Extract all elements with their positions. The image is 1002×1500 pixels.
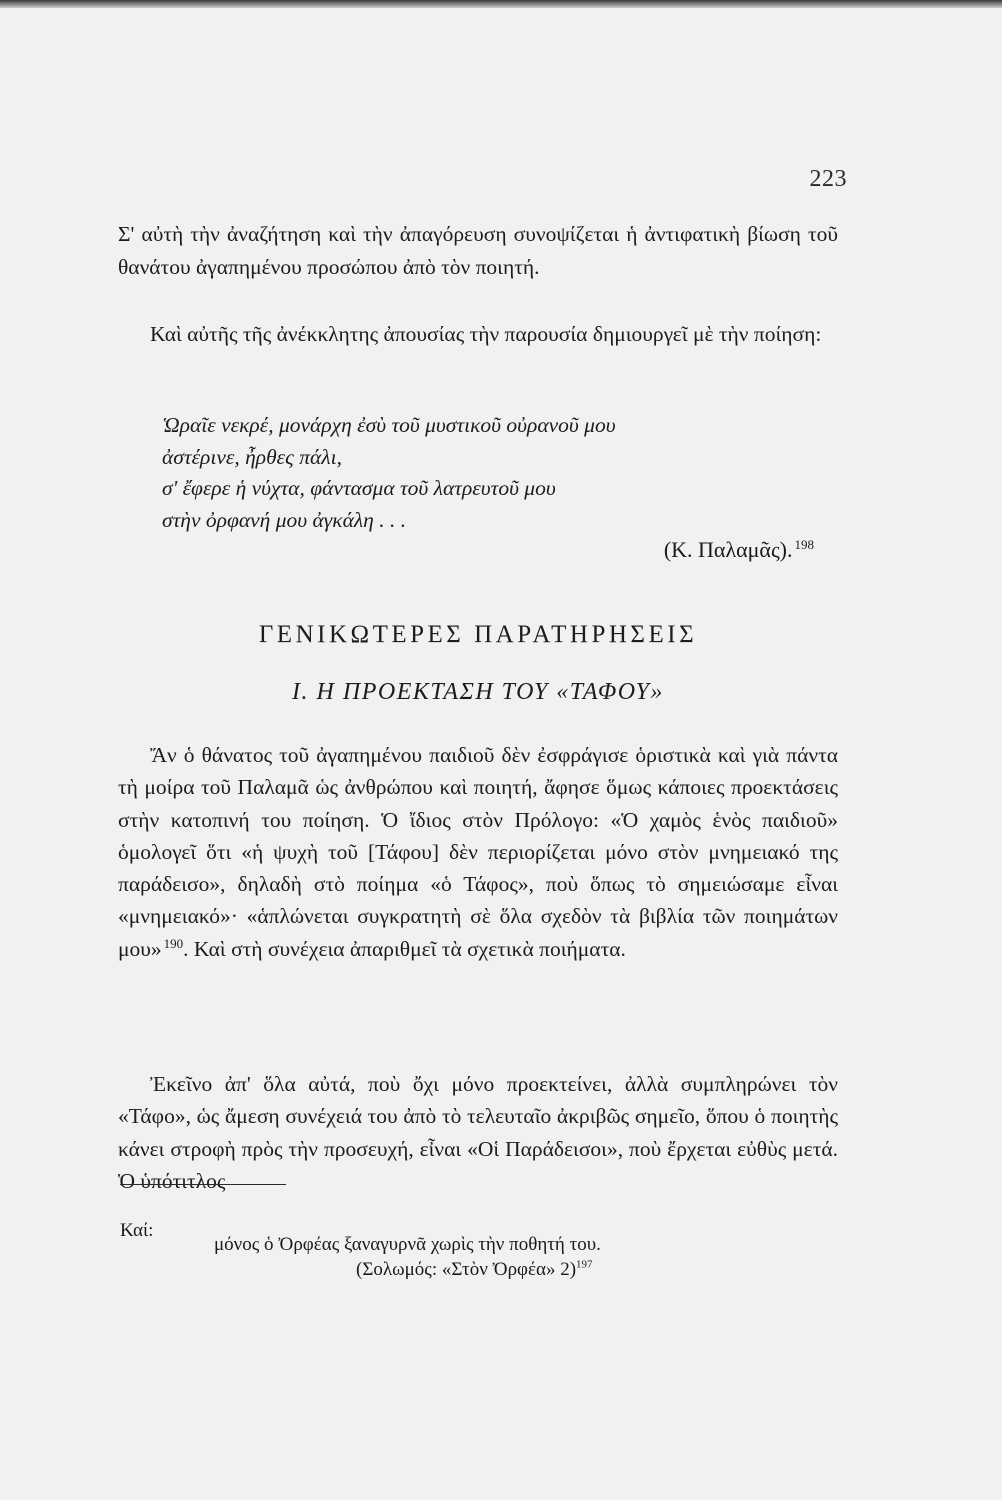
paragraph-3-text: Ἄν ὁ θάνατος τοῦ ἀγαπημένου παιδιοῦ δὲν ἐσφράγισε ὁριστικὰ καὶ γιὰ πάντα τὴ μοίρα τοῦ Παλαμᾶ ὡς ἀνθρώπου καὶ ποιητή, ἄφησε ὅμως κάποιες προεκτάσεις στὴν κατοπινή του ποίηση. Ὁ ἴδιος στὸν Πρόλογο: «Ὁ χαμὸς ἑνὸς παιδιοῦ» ὁμολογεῖ ὅτι «ἡ ψυχὴ τοῦ [Τάφου] δὲν περιορίζεται μόνο στὸν μνημειακό της παράδεισο», δηλαδὴ στὸ ποίημα «ὁ Τάφος», ποὺ ὅπως τὸ σημειώσαμε εἶναι «μνημειακό»· «ἁπλώνεται συγκρατητὴ σὲ ὅλα σχεδὸν τὰ βιβλία τῶν ποιημάτων μου» <box>118 743 838 961</box>
paragraph-1: Σ' αὐτὴ τὴν ἀναζήτηση καὶ τὴν ἀπαγόρευση συνοψίζεται ἡ ἀντιφατικὴ βίωση τοῦ θανάτου ἀγαπημένου προσώπου ἀπὸ τὸν ποιητή. <box>118 222 838 279</box>
footnote-quote: μόνος ὁ Ὀρφέας ξαναγυρνᾶ χωρὶς τὴν ποθητή του. <box>214 1234 601 1255</box>
footnote-source <box>356 1259 593 1281</box>
footnote-ref-198: 198 <box>794 536 814 552</box>
verse-line: Ὡραῖε νεκρέ, μονάρχη ἐσὺ τοῦ μυστικοῦ οὐρανοῦ μου <box>162 413 616 437</box>
footnote-ref-197: 197 <box>576 1258 593 1271</box>
verse-line: ἀστέρινε, ἦρθες πάλι, <box>162 444 342 469</box>
verse-quote <box>162 410 822 536</box>
footnote-source-text: (Σολωμός: «Στὸν Ὀρφέα» 2) <box>356 1259 577 1280</box>
verse-attribution <box>664 537 814 563</box>
footnote-divider <box>120 1184 286 1185</box>
verse-line: σ' ἔφερε ἡ νύχτα, φάντασμα τοῦ λατρευτοῦ μου <box>162 476 556 500</box>
verse-line: στὴν ὀρφανή μου ἀγκάλη . . . <box>162 507 407 532</box>
footnote-ref-190: 190 <box>163 935 184 951</box>
subsection-heading: Ι. Η ΠΡΟΕΚΤΑΣΗ ΤΟΥ «ΤΑΦΟΥ» <box>292 679 664 705</box>
paragraph-2: Καὶ αὐτῆς τῆς ἀνέκκλητης ἀπουσίας τὴν παρουσία δημιουργεῖ μὲ τὴν ποίηση: <box>150 322 822 346</box>
page-number: 223 <box>809 166 847 192</box>
paragraph-3 <box>118 739 838 965</box>
footnote-label: Καί: <box>120 1220 154 1241</box>
paragraph-3-text-end: . Καὶ στὴ συνέχεια ἀπαριθμεῖ τὰ σχετικὰ ποιήματα. <box>183 936 626 961</box>
paragraph-4: Ἐκεῖνο ἀπ' ὅλα αὐτά, ποὺ ὄχι μόνο προεκτείνει, ἀλλὰ συμπληρώνει τὸν «Τάφο», ὡς ἄμεση συνέχειά του ἀπὸ τὸ τελευταῖο ἀκριβῶς σημεῖο, ὅπου ὁ ποιητὴς κάνει στροφὴ πρὸς τὴν προσευχή, εἶναι «Οἱ Παράδεισοι», ποὺ ἔρχεται εὐθὺς μετά. Ὁ ὑπότιτλος <box>118 1072 838 1193</box>
scan-edge <box>0 0 1002 8</box>
section-heading: ΓΕΝΙΚΩΤΕΡΕΣ ΠΑΡΑΤΗΡΗΣΕΙΣ <box>258 621 698 648</box>
attribution-text: (Κ. Παλαμᾶς). <box>663 537 793 562</box>
